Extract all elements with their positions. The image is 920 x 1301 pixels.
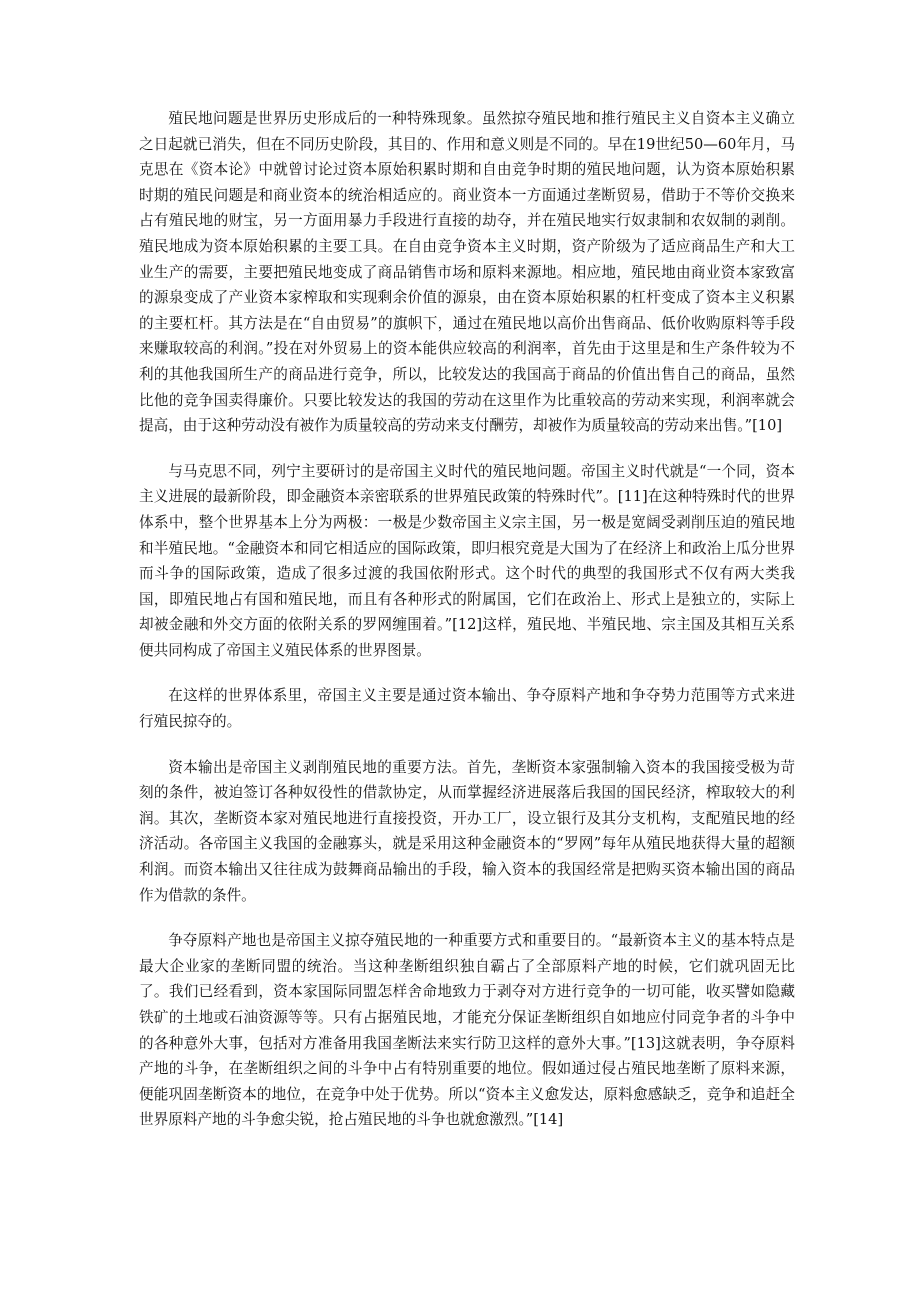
paragraph-5: 争夺原料产地也是帝国主义掠夺殖民地的一种重要方式和重要目的。“最新资本主义的基本特点是最大企业家的垄断同盟的统治。当这种垄断组织独自霸占了全部原料产地的时候，它们就巩固无比了。我们已经看到，资本家国际同盟怎样舍命地致力于剥夺对方进行竞争的一切可能，收买譬如隐藏铁矿的土地或石油资源等等。只有占据殖民地，才能充分保证垄断组织自如地应付同竞争者的斗争中的各种意外大事，包括对方准备用我国垄断法来实行防卫这样的意外大事。”[13]这就表明，争夺原料产地的斗争，在垄断组织之间的斗争中占有特别重要的地位。假如通过侵占殖民地垄断了原料来源，便能巩固垄断资本的地位，在竞争中处于优势。所以“资本主义愈发达，原料愈感缺乏，竞争和追赶全世界原料产地的斗争愈尖锐，抢占殖民地的斗争也就愈激烈。”[14] (139, 932, 795, 1129)
paragraph-3: 在这样的世界体系里，帝国主义主要是通过资本输出、争夺原料产地和争夺势力范围等方式来进行殖民掠夺的。 (139, 687, 795, 731)
document-body (139, 106, 795, 1153)
paragraph-4: 资本输出是帝国主义剥削殖民地的重要方法。首先，垄断资本家强制输入资本的我国接受极为苛刻的条件，被迫签订各种奴役性的借款协定，从而掌握经济进展落后我国的国民经济，榨取较大的利润。其次，垄断资本家对殖民地进行直接投资，开办工厂，设立银行及其分支机构，支配殖民地的经济活动。各帝国主义我国的金融寡头，就是采用这种金融资本的“罗网”每年从殖民地获得大量的超额利润。而资本输出又往往成为鼓舞商品输出的手段，输入资本的我国经常是把购买资本输出国的商品作为借款的条件。 (139, 758, 795, 904)
paragraph-2: 与马克思不同，列宁主要研讨的是帝国主义时代的殖民地问题。帝国主义时代就是“一个同，资本主义进展的最新阶段，即金融资本亲密联系的世界殖民政策的特殊时代”。[11]在这种特殊时代的世界体系中，整个世界基本上分为两极：一极是少数帝国主义宗主国，另一极是宽阔受剥削压迫的殖民地和半殖民地。“金融资本和同它相适应的国际政策，即归根究竟是大国为了在经济上和政治上瓜分世界而斗争的国际政策，造成了很多过渡的我国依附形式。这个时代的典型的我国形式不仅有两大类我国，即殖民地占有国和殖民地，而且有各种形式的附属国，它们在政治上、形式上是独立的，实际上却被金融和外交方面的依附关系的罗网缠围着。”[12]这样，殖民地、半殖民地、宗主国及其相互关系便共同构成了帝国主义殖民体系的世界图景。 (139, 462, 795, 659)
paragraph-1: 殖民地问题是世界历史形成后的一种特殊现象。虽然掠夺殖民地和推行殖民主义自资本主义确立之日起就已消失，但在不同历史阶段，其目的、作用和意义则是不同的。早在19世纪50—60年月，马克思在《资本论》中就曾讨论过资本原始积累时期和自由竞争时期的殖民地问题，认为资本原始积累时期的殖民问题是和商业资本的统治相适应的。商业资本一方面通过垄断贸易，借助于不等价交换来占有殖民地的财宝，另一方面用暴力手段进行直接的劫夺，并在殖民地实行奴隶制和农奴制的剥削。殖民地成为资本原始积累的主要工具。在自由竞争资本主义时期，资产阶级为了适应商品生产和大工业生产的需要，主要把殖民地变成了商品销售市场和原料来源地。相应地，殖民地由商业资本家致富的源泉变成了产业资本家榨取和实现剩余价值的源泉，由在资本原始积累的杠杆变成了资本主义积累的主要杠杆。其方法是在“自由贸易”的旗帜下，通过在殖民地以高价出售商品、低价收购原料等手段来赚取较高的利润。”投在对外贸易上的资本能供应较高的利润率，首先由于这里是和生产条件较为不利的其他我国所生产的商品进行竞争，所以，比较发达的我国高于商品的价值出售自己的商品，虽然比他的竞争国卖得廉价。只要比较发达的我国的劳动在这里作为比重较高的劳动来实现，利润率就会提高，由于这种劳动没有被作为质量较高的劳动来支付酬劳，却被作为质量较高的劳动来出售。”[10] (139, 110, 795, 435)
